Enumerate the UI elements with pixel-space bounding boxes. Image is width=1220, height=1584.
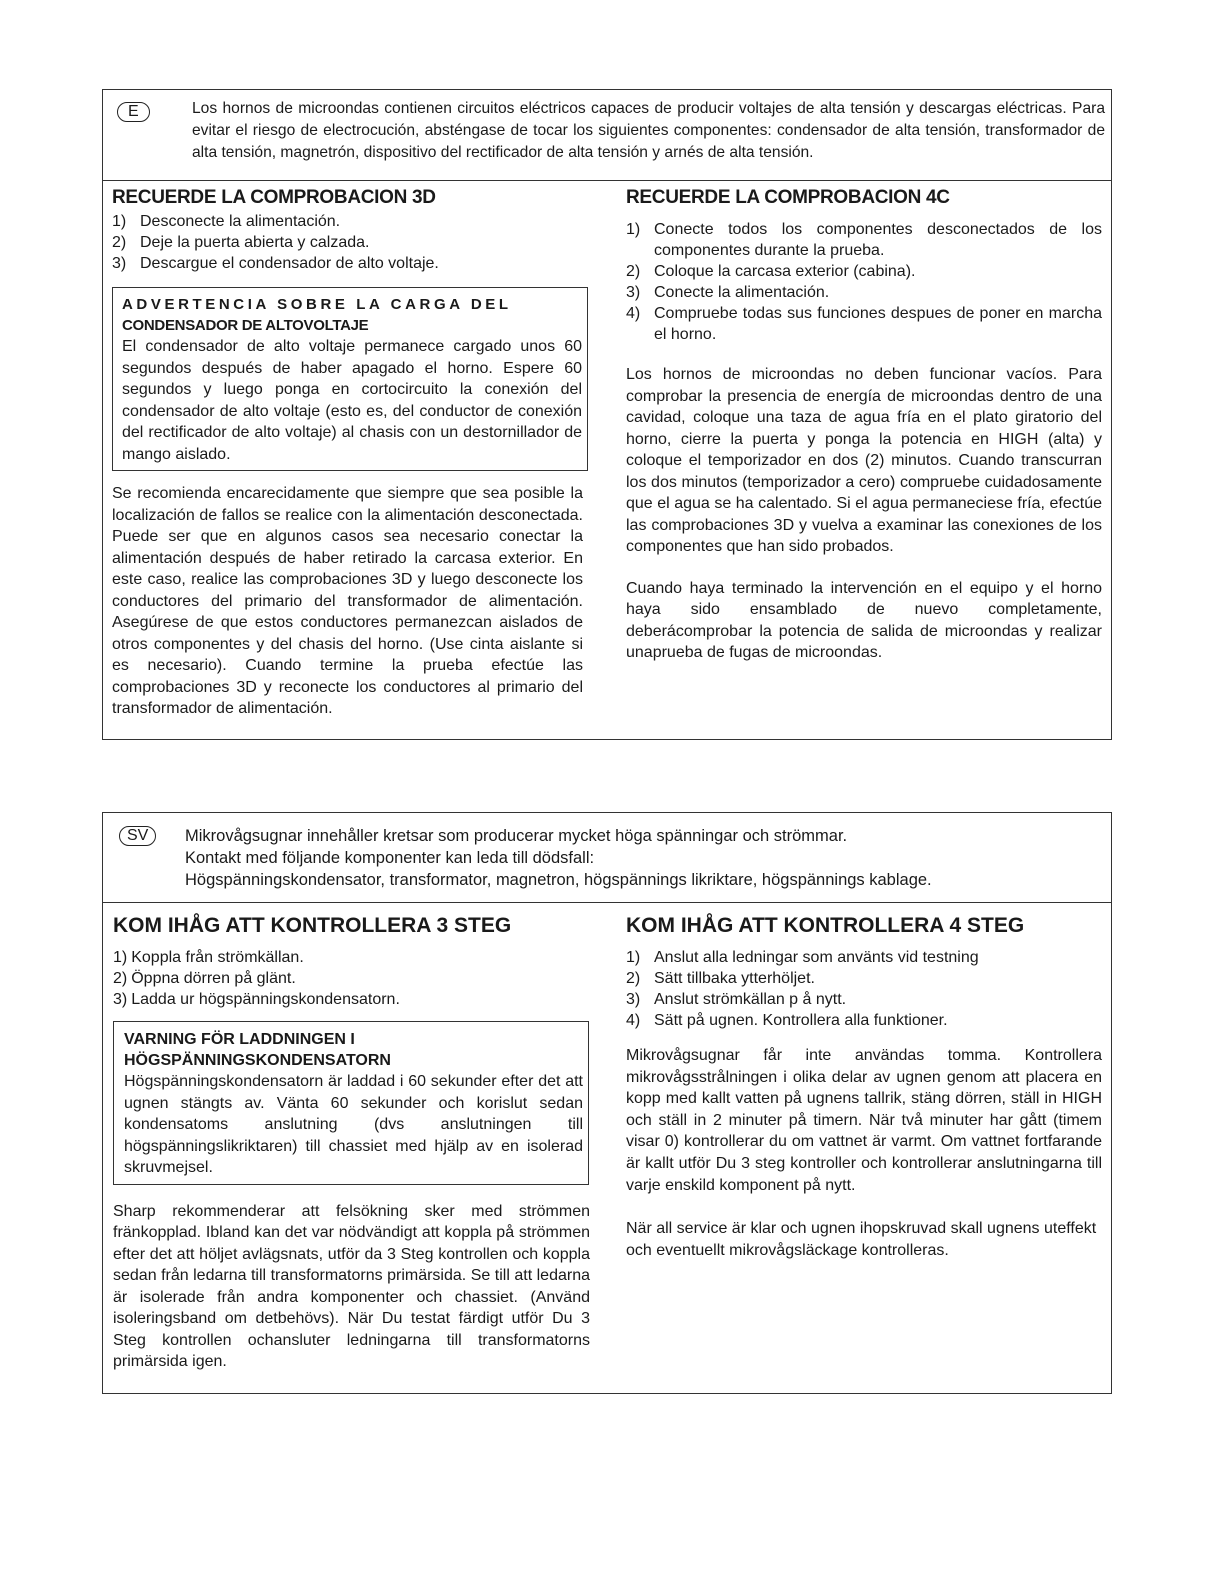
- sv-language-badge: SV: [119, 826, 156, 846]
- list-item: 3) Conecte la alimentación.: [626, 284, 830, 301]
- sv-intro: [103, 813, 1111, 903]
- sv-check-4-steps: [626, 947, 1102, 1031]
- sv-check-4-heading: KOM IHÅG ATT KONTROLLERA 4 STEG: [626, 914, 1025, 937]
- list-item: 3) Descargue el condensador de alto voltaje.: [112, 255, 439, 272]
- sv-final-test-paragraph: När all service är klar och ugnen ihopskruvad skall ugnens uteffekt och eventuellt mikrovågsläckage kontrolleras.: [626, 1220, 1097, 1259]
- es-check-3d-heading: RECUERDE LA COMPROBACION 3D: [112, 187, 436, 208]
- sv-intro-line: Mikrovågsugnar innehåller kretsar som producerar mycket höga spänningar och strömmar.: [185, 827, 848, 845]
- sv-warning-title: VARNING FÖR LADDNINGEN I: [124, 1031, 355, 1048]
- list-item: 4) Sätt på ugnen. Kontrollera alla funktioner.: [626, 1012, 948, 1029]
- es-empty-oven-paragraph: Los hornos de microondas no deben funcionar vacíos. Para comprobar la presencia de energía de microondas dentro de una cavidad, coloque una taza de agua fría en el plato giratorio del horno, cierre la puerta y ponga la potencia en HIGH (alta) y coloque el temporizador en dos (2) minutos. Cuando transcurran los dos minutos (temporizador a cero) compruebe cuidadosamente que el agua se ha calentado. Si el agua permaneciese fría, efectúe las comprobaciones 3D y vuelva a examinar las conexiones de los componentes que han sido probados.: [626, 366, 1102, 555]
- es-warning-body: El condensador de alto voltaje permanece cargado unos 60 segundos después de haber apagado el horno. Espere 60 segundos y luego ponga en cortocircuito la conexión del condensador de alto voltaje (esto es, del conductor de conexión del rectificador de alto voltaje) al chasis con un destornillador de mango aislado.: [122, 338, 582, 463]
- list-item: 2) Coloque la carcasa exterior (cabina).: [626, 263, 916, 280]
- es-warning-subtitle: CONDENSADOR DE ALTOVOLTAJE: [122, 317, 369, 334]
- sv-troubleshooting-paragraph: Sharp rekommenderar att felsökning sker med strömmen fränkopplad. Ibland kan det var nödvändigt att koppla på strömmen efter det att höljet avlägsnats, utför da 3 Steg kontrollen och koppla sedan från ledarna till transformatorns primärsida. Se till att ledarna är isolerade från andra komponenter och chassiet. (Använd isoleringsband om detbehövs). När Du testat färdigt utför Du 3 Steg kontrollen ochansluter ledningarna till transformatorns primärsida igen.: [113, 1202, 590, 1370]
- list-item: 1) Koppla från strömkällan.: [113, 949, 304, 966]
- sv-warning-body: Högspänningskondensatorn är laddad i 60 sekunder efter det att ugnen stängts av. Vänta 60 sekunder och korislut sedan kondensatoms anslutning (dvs anslutningen till högspänningslikriktaren) till chassiet med hjälp av en isolerad skruvmejsel.: [124, 1073, 583, 1176]
- sv-check-3-heading: KOM IHÅG ATT KONTROLLERA 3 STEG: [113, 914, 512, 937]
- es-warning-title: ADVERTENCIA SOBRE LA CARGA DEL: [122, 296, 512, 313]
- es-check-3d-steps: [112, 211, 583, 274]
- list-item: 2) Sätt tillbaka ytterhöljet.: [626, 970, 815, 987]
- sv-empty-oven-paragraph: Mikrovågsugnar får inte användas tomma. Kontrollera mikrovågsstrålningen i olika delar av ugnen genom att placera en kopp med kallt vatten på ugnens tallrik, stäng dörren, ställ in HIGH och ställ in 2 minuter på timern. När två minuter har gått (timem visar 0) kontrollerar du om vattnet är varmt. Om vattnet fortfarande är kallt utför Du 3 steg kontroller och kontrollerar anslutningarna till varje enskild komponent på nytt.: [626, 1047, 1102, 1194]
- list-item: 2) Öppna dörren på glänt.: [113, 970, 296, 987]
- list-item: 3) Anslut strömkällan p å nytt.: [626, 991, 847, 1008]
- list-item: 1) Anslut alla ledningar som använts vid testning: [626, 949, 979, 966]
- es-check-4c-steps: [626, 219, 1102, 345]
- list-item: 1) Desconecte la alimentación.: [112, 213, 341, 230]
- es-capacitor-warning-box: [112, 287, 588, 471]
- list-item: 2) Deje la puerta abierta y calzada.: [112, 234, 370, 251]
- sv-intro-line: Kontakt med följande komponenter kan leda till dödsfall:: [185, 849, 595, 867]
- swedish-section: [102, 812, 1112, 1394]
- list-item: 3) Ladda ur högspänningskondensatorn.: [113, 991, 400, 1008]
- sv-check-3-steps: [113, 947, 590, 1010]
- spanish-section: [102, 89, 1112, 740]
- sv-right-column: [626, 913, 1102, 1261]
- sv-warning-subtitle: HÖGSPÄNNINGSKONDENSATORN: [124, 1052, 391, 1069]
- sv-capacitor-warning-box: [113, 1021, 589, 1185]
- es-troubleshooting-paragraph: Se recomienda encarecidamente que siempre que sea posible la localización de fallos se realice con la alimentación desconectada. Puede ser que en algunos casos sea necesario conectar la alimentación después de haber retirado la carcasa exterior. En este caso, realice las comprobaciones 3D y luego desconecte los conductores del primario del transformador de alimentación. Asegúrese de que estos conductores permanezcan aislados de otros componentes y del chasis del horno. (Use cinta aislante si es necesario). Cuando termine la prueba efectúe las comprobaciones 3D y reconecte los conductores al primario del transformador de alimentación.: [112, 485, 583, 717]
- es-check-4c-heading: RECUERDE LA COMPROBACION 4C: [626, 187, 950, 208]
- es-left-column: [112, 187, 583, 720]
- list-item: 4) Compruebe todas sus funciones despues de poner en marcha el horno.: [626, 305, 1102, 343]
- es-intro: [103, 90, 1111, 181]
- es-intro-text: Los hornos de microondas contienen circuitos eléctricos capaces de producir voltajes de alta tensión y descargas eléctricas. Para evitar el riesgo de electrocución, absténgase de tocar los siguientes componentes: condensador de alta tensión, transformador de alta tensión, magnetrón, dispositivo del rectificador de alta tensión y arnés de alta tensión.: [192, 100, 1105, 161]
- sv-intro-line: Högspänningskondensator, transformator, magnetron, högspännings likriktare, högspännings kablage.: [185, 871, 932, 889]
- sv-intro-text: [185, 825, 1105, 891]
- es-language-badge: E: [117, 102, 150, 122]
- es-final-test-paragraph: Cuando haya terminado la intervención en el equipo y el horno haya sido ensamblado de nuevo completamente, deberácomprobar la potencia de salida de microondas y realizar unaprueba de fugas de microondas.: [626, 579, 1102, 661]
- sv-left-column: [113, 913, 590, 1373]
- list-item: 1) Conecte todos los componentes desconectados de los componentes durante la prueba.: [626, 221, 1102, 259]
- es-right-column: [626, 187, 1102, 664]
